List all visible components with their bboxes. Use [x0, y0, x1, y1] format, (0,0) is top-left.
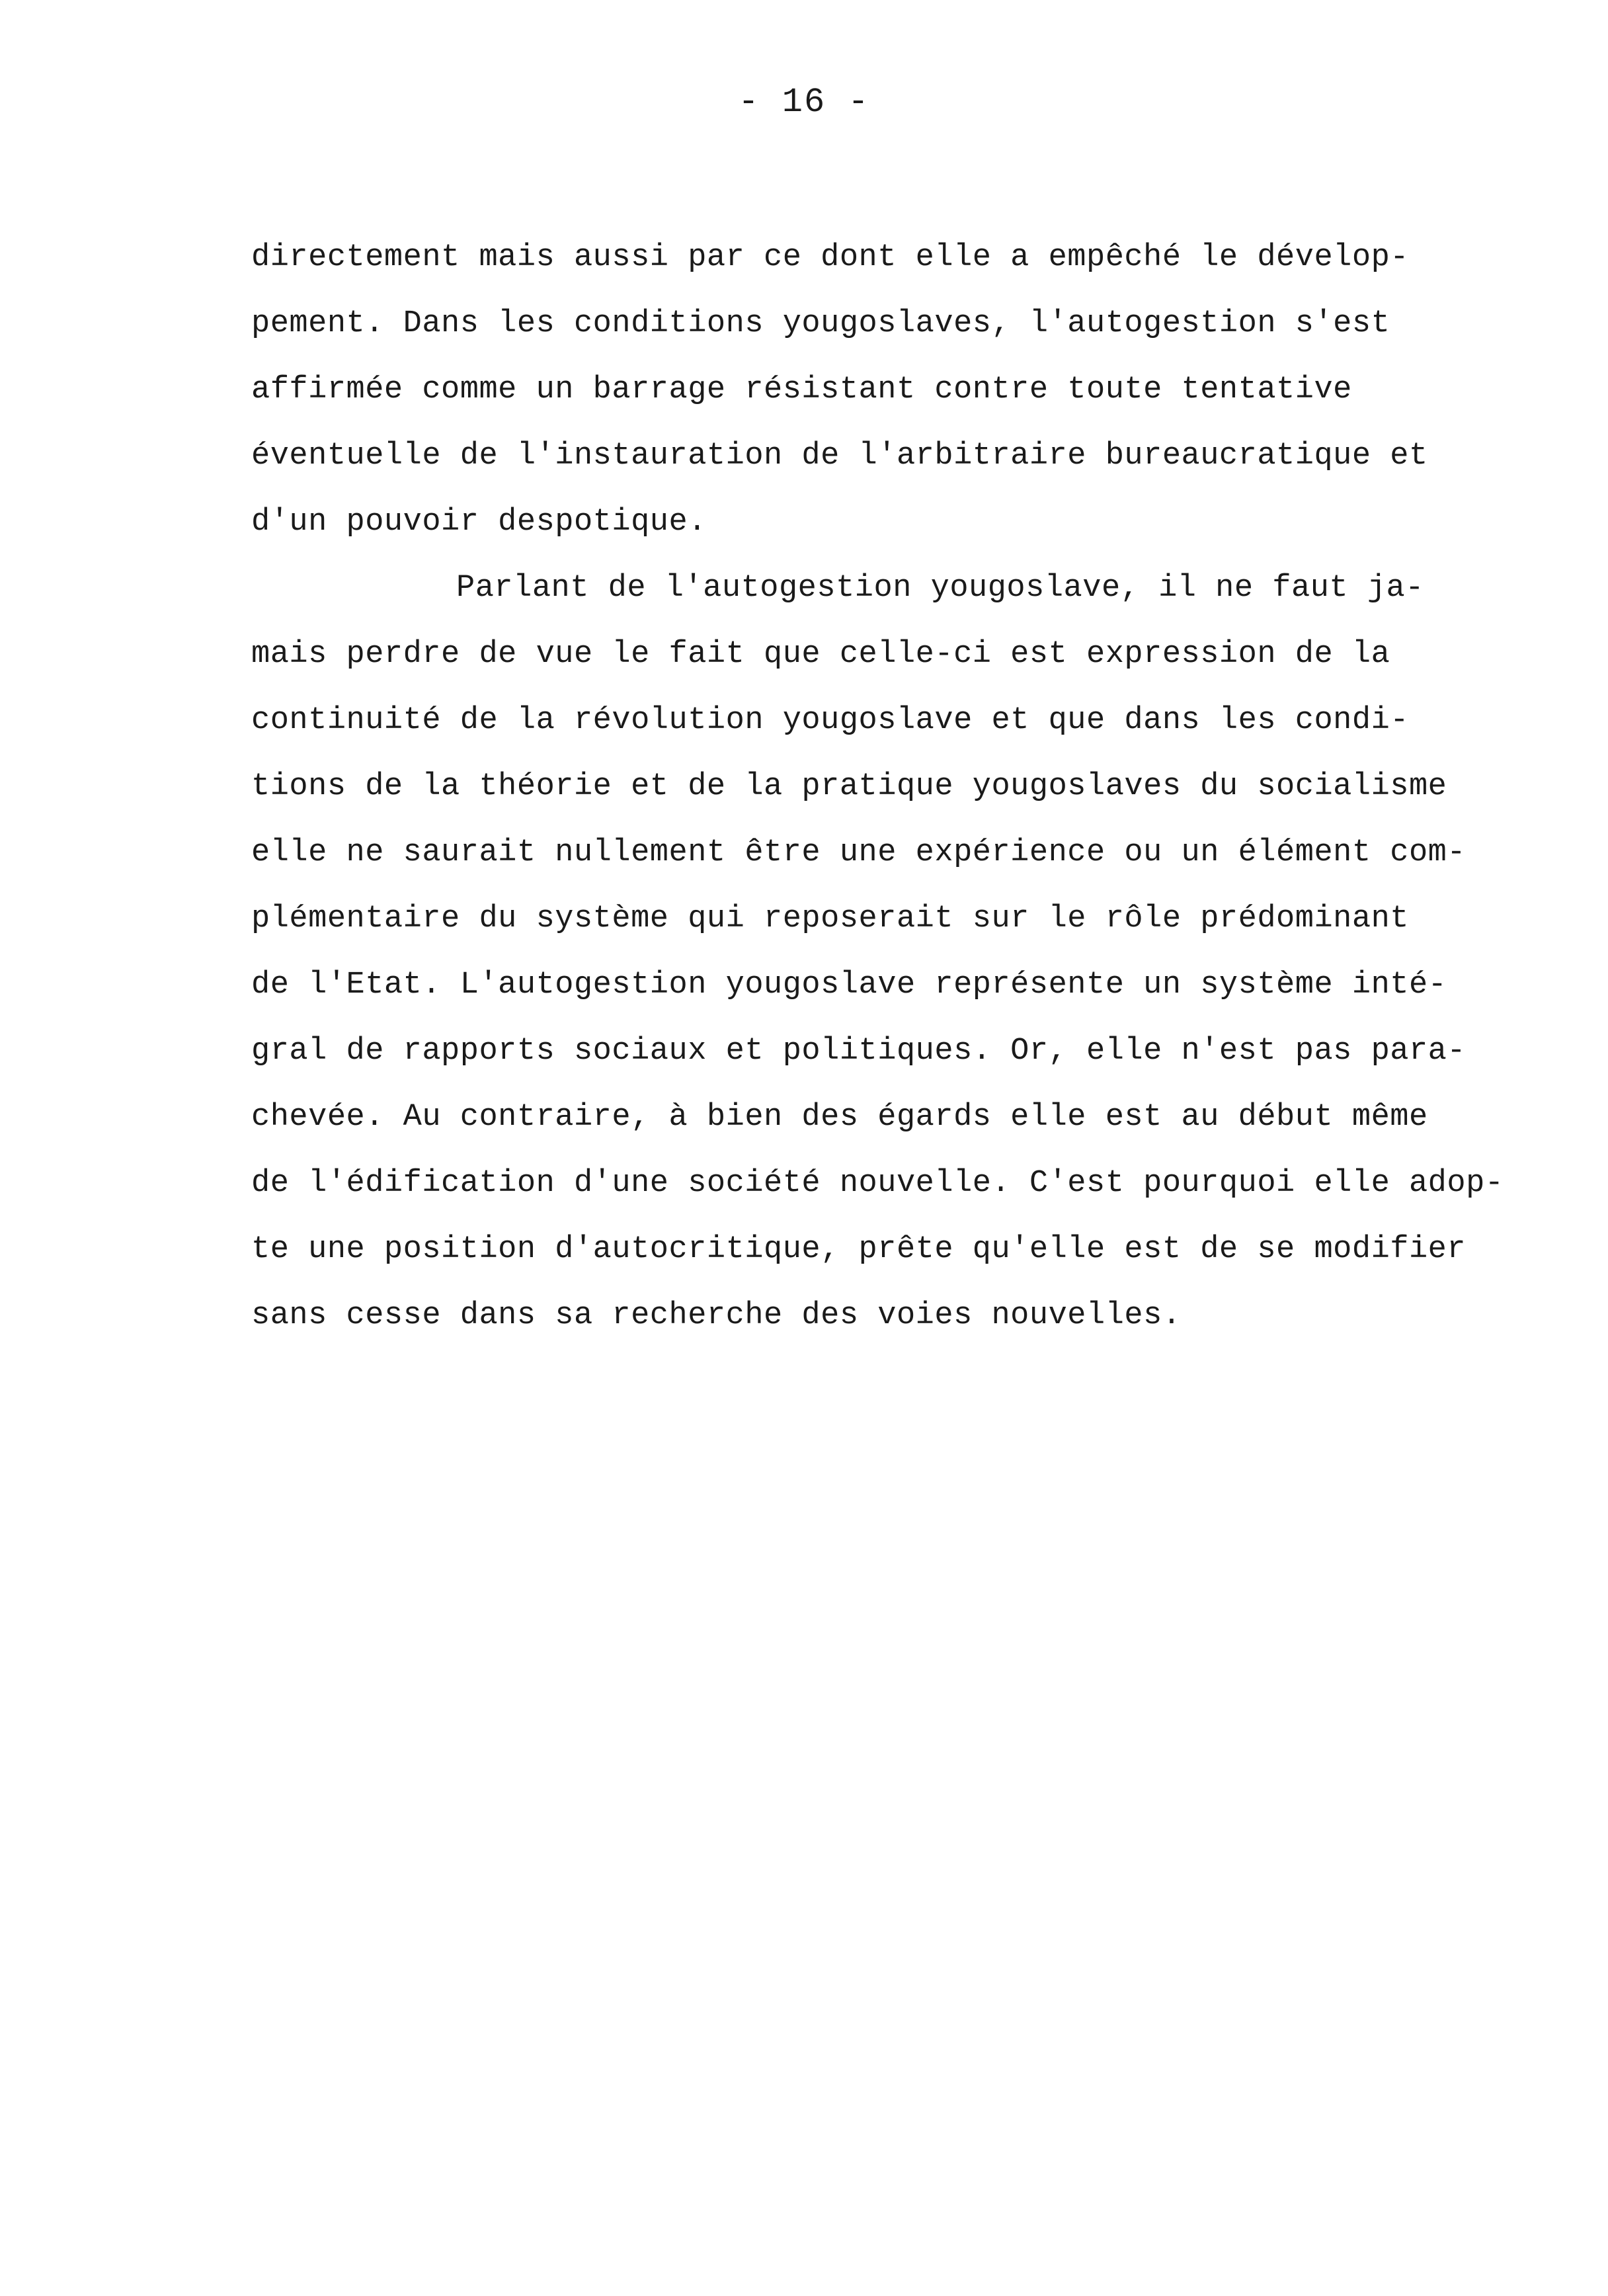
- text-line: continuité de la révolution yougoslave et que dans les condi-: [251, 703, 1409, 738]
- text-line: te une position d'autocritique, prête qu'elle est de se modifier: [251, 1232, 1467, 1267]
- text-line: mais perdre de vue le fait que celle-ci est expression de la: [251, 637, 1390, 672]
- text-line: affirmée comme un barrage résistant contre toute tentative: [251, 372, 1352, 407]
- body-text: [251, 225, 1600, 1349]
- text-line: de l'Etat. L'autogestion yougoslave représente un système inté-: [251, 967, 1447, 1003]
- text-line: elle ne saurait nullement être une expérience ou un élément com-: [251, 835, 1467, 870]
- text-line: gral de rapports sociaux et politiques. Or, elle n'est pas para-: [251, 1034, 1467, 1069]
- text-line: plémentaire du système qui reposerait sur le rôle prédominant: [251, 901, 1409, 936]
- text-line: Parlant de l'autogestion yougoslave, il ne faut ja-: [456, 571, 1424, 606]
- text-line: sans cesse dans sa recherche des voies nouvelles.: [251, 1298, 1182, 1333]
- text-line: chevée. Au contraire, à bien des égards elle est au début même: [251, 1100, 1428, 1135]
- paragraph-2: [251, 555, 1600, 1349]
- paragraph-1: [251, 225, 1600, 555]
- page-number: - 16 -: [738, 83, 870, 122]
- text-line: d'un pouvoir despotique.: [251, 505, 707, 540]
- text-line: tions de la théorie et de la pratique yougoslaves du socialisme: [251, 769, 1447, 804]
- text-line: pement. Dans les conditions yougoslaves, l'autogestion s'est: [251, 306, 1390, 341]
- text-line: de l'édification d'une société nouvelle. C'est pourquoi elle adop-: [251, 1166, 1504, 1201]
- text-line: directement mais aussi par ce dont elle a empêché le dévelop-: [251, 240, 1409, 275]
- text-line: éventuelle de l'instauration de l'arbitraire bureaucratique et: [251, 438, 1428, 473]
